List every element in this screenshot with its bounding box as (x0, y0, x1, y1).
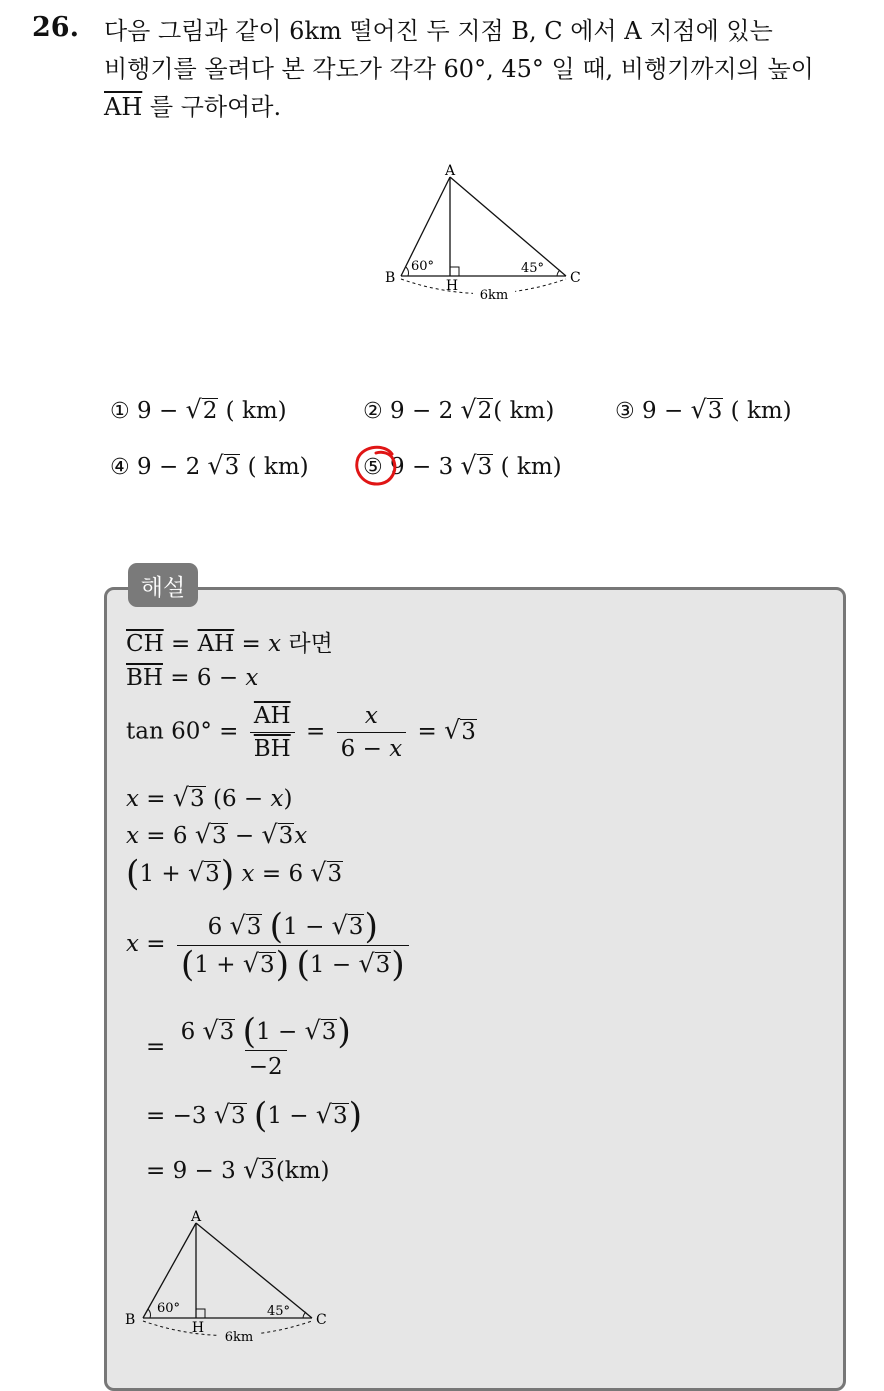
final-answer: = 9 − 3 (146, 1158, 236, 1184)
num-6: 6 (207, 914, 223, 940)
option-2-pre: 9 − 2 (390, 398, 461, 424)
seg-bh: $\overline{BH}$ (126, 665, 163, 691)
angle-c-label: 45° (521, 261, 545, 276)
solution-line-2: $\overline{BH} = 6 - x$ (126, 665, 259, 691)
seg-bh: BH (253, 736, 291, 762)
radicand: 3 (461, 718, 476, 745)
radicand: 3 (190, 786, 205, 812)
solution-triangle-figure (112, 1200, 332, 1350)
vertex-a-label: A (190, 1209, 202, 1225)
angle-c-label: 45° (267, 1304, 291, 1319)
solution-line-10: = 9 − 3 √3(km) (146, 1155, 330, 1184)
option-2-unit: ( km) (493, 398, 555, 424)
option-1-radicand: 2 (202, 398, 218, 424)
var-x: x (126, 786, 139, 812)
question-line-3 (104, 88, 864, 126)
option-5-unit: ( km) (493, 454, 562, 480)
option-4-radicand: 3 (224, 454, 240, 480)
var-x: x (270, 786, 284, 812)
vertex-c-label: C (316, 1312, 327, 1328)
distance-label: 6km (224, 1330, 254, 1345)
unit-km: (km) (275, 1158, 330, 1184)
radicand: 3 (327, 861, 343, 887)
radicand: 3 (246, 914, 262, 940)
triangle-figure (370, 158, 590, 308)
question-text (104, 12, 864, 126)
angle-b-label: 60° (157, 1301, 181, 1316)
frac-num: $\overline{AH}$ (253, 703, 291, 729)
var-x: x (268, 631, 282, 657)
option-5-radicand: 3 (477, 454, 493, 480)
option-3-radicand: 3 (707, 398, 723, 424)
num-6: 6 (221, 786, 237, 812)
var-x: x (389, 736, 403, 762)
question-line-1: 다음 그림과 같이 6km 떨어진 두 지점 B, C 에서 A 지점에 있는 (104, 17, 773, 45)
radicand: 3 (260, 951, 275, 978)
radicand: 3 (211, 823, 227, 849)
option-3[interactable]: ③ 9 − √3 ( km) (615, 395, 792, 424)
fraction-ah-bh (250, 703, 295, 762)
option-3-unit: ( km) (723, 398, 792, 424)
question-number: 26. (32, 12, 79, 43)
seg-ch: $\overline{CH}$ (126, 631, 164, 657)
frac-den: (1 + √3) (1 − √3) (177, 945, 409, 980)
vertex-c-label: C (570, 270, 581, 286)
solution-tag: 해설 (128, 563, 198, 607)
fraction-rationalize (177, 907, 409, 985)
var-x: x (126, 931, 139, 958)
radicand: 3 (333, 1103, 348, 1129)
option-1-marker: ① (110, 399, 130, 424)
option-5-marker: ⑤ (363, 455, 383, 480)
num-6: 6 (288, 861, 304, 887)
option-3-pre: 9 − (642, 398, 691, 424)
option-4-pre: 9 − 2 (137, 454, 208, 480)
option-2-radicand: 2 (477, 398, 493, 424)
var-x: x (294, 823, 308, 849)
radicand: 3 (205, 861, 220, 887)
line-1-suffix: 라면 (281, 631, 333, 657)
radicand: 3 (348, 914, 364, 940)
frac-num: x (364, 703, 378, 729)
option-2-marker: ② (363, 399, 383, 424)
solution-line-7: x = $\frac{6 √3 (1 - √3)}{(1 + √3) (1 - √3)}$ (126, 911, 413, 979)
solution-line-1: $\overline{CH} = \overline{AH} = x$ 라면 (126, 631, 333, 657)
vertex-b-label: B (125, 1312, 136, 1328)
var-x: x (126, 823, 139, 849)
question-line-2: 비행기를 올려다 본 각도가 각각 60°, 45° 일 때, 비행기까지의 높이 (104, 55, 814, 83)
radicand: 3 (219, 1019, 235, 1045)
option-4-unit: ( km) (240, 454, 309, 480)
radicand: 3 (260, 1158, 275, 1184)
vertex-a-label: A (444, 163, 456, 179)
option-1-pre: 9 − (137, 398, 186, 424)
solution-line-4: x = √3 (6 − x) (126, 783, 293, 812)
option-3-marker: ③ (615, 399, 635, 424)
num-6: 6 (196, 665, 212, 691)
num-6: 6 (180, 1019, 196, 1045)
foot-h-label: H (191, 1320, 205, 1336)
var-x: x (245, 665, 259, 691)
frac-den: 6 − x (337, 732, 407, 762)
selected-answer-circle (352, 442, 402, 490)
angle-b-label: 60° (411, 259, 435, 274)
seg-ah: $\overline{AH}$ (197, 631, 235, 657)
num-6: 6 (340, 736, 356, 762)
option-4[interactable]: ④ 9 − 2 √3 ( km) (110, 451, 309, 480)
radicand: 3 (278, 823, 294, 849)
frac-den (250, 732, 295, 762)
solution-line-6: (1 + √3) x = 6 √3 (126, 854, 343, 895)
segment-ah: $\overline{AH}$ (104, 93, 143, 121)
fraction-x-6mx (337, 703, 407, 762)
option-1[interactable]: ① 9 − √2 ( km) (110, 395, 287, 424)
var-x: x (241, 861, 255, 887)
option-4-marker: ④ (110, 455, 130, 480)
solution-line-3: tan 60° = $\frac{\overline{AH}}{BH}$ = $\frac{x}{6 - x}$ = √3 (126, 703, 476, 762)
question-line-3-suffix: 를 구하여라. (142, 93, 282, 121)
frac-den: −2 (245, 1050, 287, 1080)
option-1-unit: ( km) (218, 398, 287, 424)
distance-label: 6km (479, 288, 509, 303)
foot-h-label: H (445, 278, 459, 294)
solution-line-9: = −3 √3 (1 − √3) (146, 1096, 363, 1137)
solution-line-8: = $\frac{6 √3 (1 - √3)}{-2}$ (146, 1016, 359, 1080)
radicand: 3 (230, 1103, 246, 1129)
option-5[interactable]: ⑤ 9 − 3 √3 ( km) (363, 451, 562, 480)
fraction-over-minus-2 (177, 1012, 355, 1080)
frac-num: 6 √3 (1 − √3) (180, 1012, 351, 1053)
radicand: 3 (321, 1019, 337, 1045)
option-5-pre: 9 − 3 (390, 454, 461, 480)
vertex-b-label: B (385, 270, 396, 286)
tan-60: tan 60° (126, 718, 212, 745)
option-2[interactable]: ② 9 − 2 √2( km) (363, 395, 555, 424)
frac-num: 6 √3 (1 − √3) (207, 907, 378, 948)
solution-line-5: x = 6 √3 − √3x (126, 820, 308, 849)
radicand: 3 (375, 951, 391, 978)
num-6: 6 (172, 823, 188, 849)
